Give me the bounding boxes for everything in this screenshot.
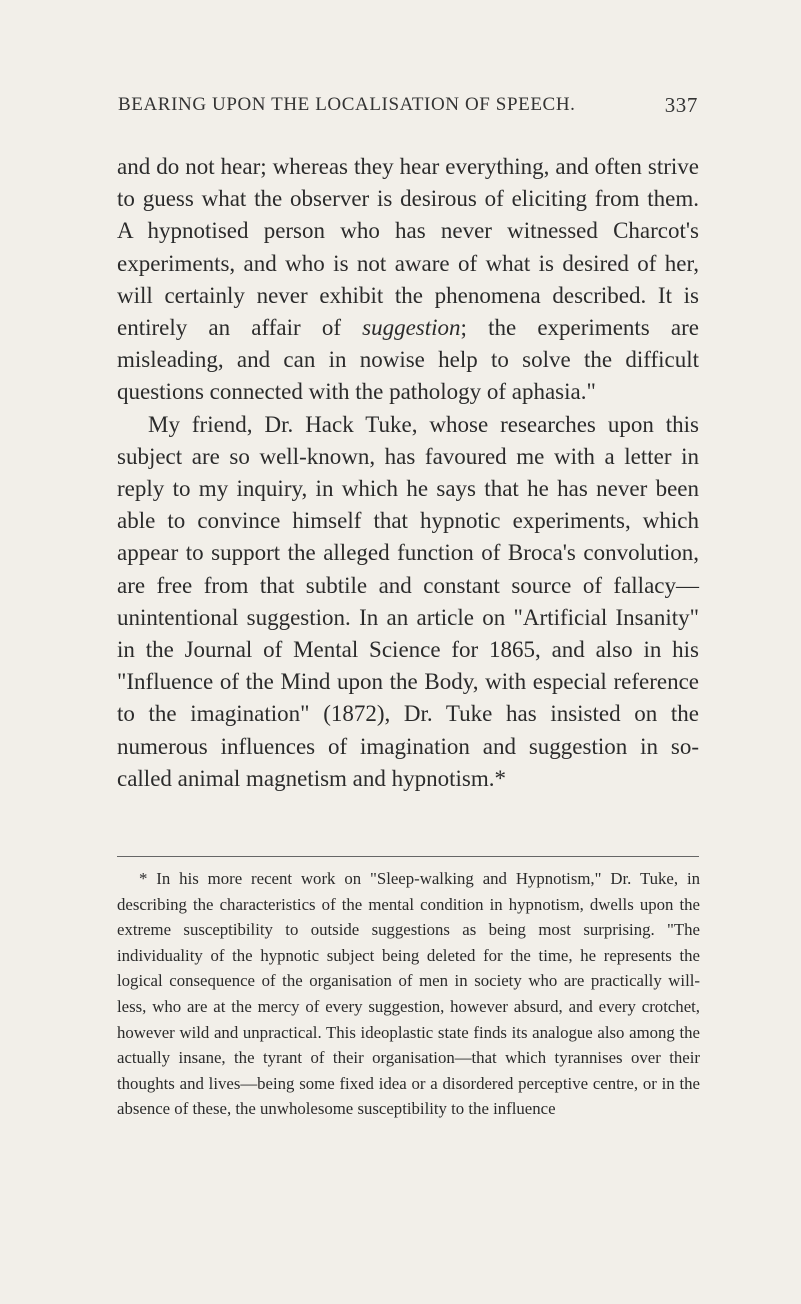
paragraph-2: My friend, Dr. Hack Tuke, whose researches upon this subject are so well-known, has favoured me with a letter in reply to my inquiry, in which he says that he has never been able to convince himself that hypnotic experiments, which appear to support the alleged function of Broca's convolution, are free from that subtile and constant source of fallacy—unintentional suggestion. In an article on "Artificial Insanity" in the Journal of Mental Science for 1865, and also in his "Influence of the Mind upon the Body, with especial reference to the imagination" (1872), Dr. Tuke has insisted on the numerous influences of imagination and suggestion in so-called animal magnetism and hypnotism.* xyxy=(117,411,699,791)
main-text xyxy=(117,151,699,795)
footnote xyxy=(117,866,700,1122)
running-title: BEARING UPON THE LOCALISATION OF SPEECH. xyxy=(118,94,576,115)
footnote-text: * In his more recent work on "Sleep-walking and Hypnotism," Dr. Tuke, in describing the characteristics of the mental condition in hypnotism, dwells upon the extreme susceptibility to outside suggestions as being most surprising. "The individuality of the hypnotic subject being deleted for the time, he represents the logical consequence of the organisation of men in society who are practically will-less, who are at the mercy of every suggestion, however absurd, and every crotchet, however wild and unpractical. This ideoplastic state finds its analogue also among the actually insane, the tyrant of their organisation—that which tyrannises over their thoughts and lives—being some fixed idea or a disordered perceptive centre, or in the absence of these, the unwholesome susceptibility to the influence xyxy=(117,869,700,1119)
page-number: 337 xyxy=(664,93,698,117)
paragraph-1-text-a: and do not hear; whereas they hear everything, and often strive to guess what the observer is desirous of eliciting from them. A hypnotised person who has never witnessed Charcot's experiments, and who is not aware of what is desired of her, will certainly never exhibit the phenomena described. It is entirely an affair of xyxy=(117,154,699,341)
footnote-rule xyxy=(117,856,699,857)
paragraph-1 xyxy=(117,151,699,409)
paragraph-1-text-b: ; the experiments are misleading, and can in nowise help to solve the difficult questions connected with the pathology of aphasia." xyxy=(117,315,699,405)
italic-suggestion: suggestion xyxy=(362,315,461,341)
